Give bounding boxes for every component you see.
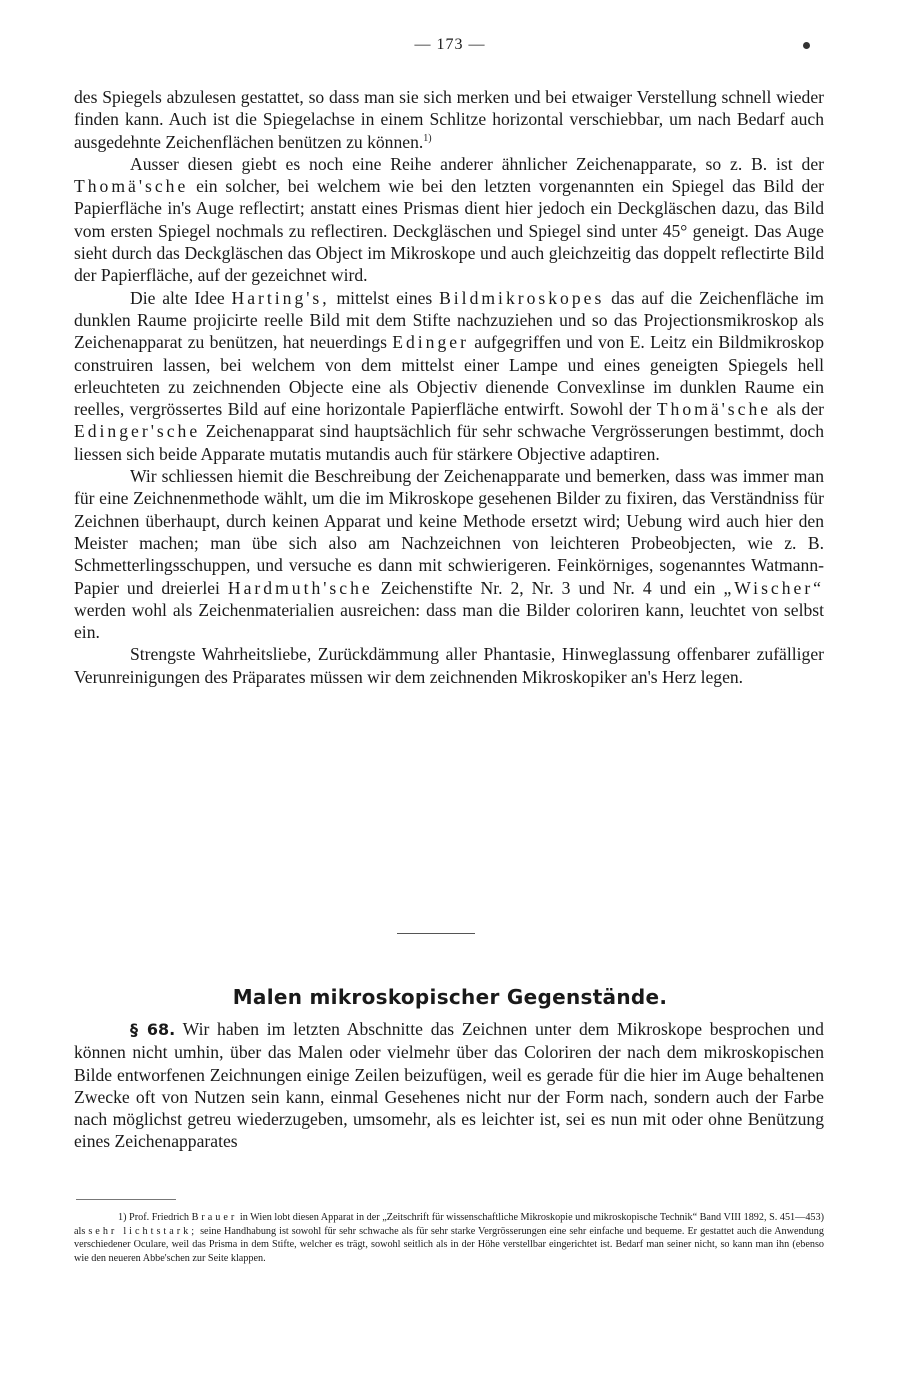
paragraph-3-text-e: als der xyxy=(771,399,824,420)
footnote-paragraph xyxy=(74,1211,824,1265)
paragraph-5 xyxy=(74,643,824,688)
paragraph-2-text-b: ein solcher, bei welchem wie bei den letzten vorgenannten ein Spiegel das Bild der Papierfläche in's Auge reflectirt; anstatt eines Prismas dient hier jedoch ein Deckgläschen dazu, das Bild vom ersten Spiegel nochmals zu reflectiren. Deckgläschen und Spiegel sind unter 45° geneigt. Das Auge sieht durch das Deckgläschen das Object im Mikroskope und auch gleichzeitig das doppelt reflectirte Bild der Papierfläche, auf der gezeichnet wird. xyxy=(74,176,824,286)
term-lichtstark: sehr lichtstark; xyxy=(88,1225,198,1237)
paragraph-2-text-a: Ausser diesen giebt es noch eine Reihe anderer ähnlicher Zeichenapparate, so z. B. ist der xyxy=(130,153,824,174)
name-thomae-2: Thomä'sche xyxy=(656,399,772,420)
paragraph-5-text: Strengste Wahrheitsliebe, Zurückdämmung aller Phantasie, Hinweglassung offenbarer zufälliger Verunreinigungen des Präparates müssen wir dem zeichnenden Mikroskopiker an's Herz legen. xyxy=(74,644,824,687)
paragraph-4-text-c: werden wohl als Zeichenmaterialien ausreichen: dass man die Bilder coloriren kann, leuchtet von selbst ein. xyxy=(74,599,824,643)
page-number: — 173 — xyxy=(414,36,486,53)
name-brauer: Brauer xyxy=(191,1212,238,1223)
paragraph-sign: § 68. xyxy=(130,1020,176,1039)
section-divider xyxy=(397,933,475,934)
paragraph-2 xyxy=(74,153,824,287)
paragraph-3-text-c: das auf die Zeichenfläche im dunklen Raume projicirte reelle Bild mit dem Stifte nachzuziehen und so das Projectionsmikroskop als Zeichenapparat zu benützen, hat neuerdings xyxy=(74,287,824,353)
paragraph-1-text: des Spiegels abzulesen gestattet, so dass man sie sich merken und bei etwaiger Verstellung schnell wieder finden kann. Auch ist die Spiegelachse in einem Schlitze horizontal verschiebbar, um nach Bedarf auch ausgedehnte Zeichenflächen benützen zu können. xyxy=(74,87,824,152)
name-thomae: Thomä'sche xyxy=(74,176,189,197)
term-wischer: „Wischer“ xyxy=(723,577,824,598)
footnote-ref: 1) xyxy=(423,132,432,144)
section-text xyxy=(74,1018,824,1153)
paragraph-3-text-f: Zeichenapparat sind hauptsächlich für sehr schwache Vergrösserungen bestimmt, doch liessen sich beide Apparate mutatis mutandis auch für stärkere Objective adaptiren. xyxy=(74,421,824,464)
name-edinger-2: Edinger'sche xyxy=(74,421,201,442)
name-edinger: Edinger xyxy=(392,332,469,353)
paragraph-1 xyxy=(74,86,824,153)
footnote-text-a: 1) Prof. Friedrich xyxy=(118,1212,192,1223)
section-heading: Malen mikroskopischer Gegenstände. xyxy=(232,985,668,1009)
paragraph-3-text-a: Die alte Idee xyxy=(130,287,232,308)
body-text xyxy=(74,86,824,688)
name-harting: Harting's, xyxy=(231,287,330,308)
paragraph-4 xyxy=(74,465,824,643)
paragraph-4-text-b: Zeichenstifte Nr. 2, Nr. 3 und Nr. 4 und ein xyxy=(372,577,724,598)
footnote-text-c: seine Handhabung ist sowohl für sehr schwache als für sehr starke Vergrösserungen eine sehr einfache und bequeme. Er gestattet auch die Anwendung verschiedener Oculare, weil das Prisma in dem Stifte, welcher es trägt, sowohl seitlich als in der Höhe verstellbar eingerichtet ist. Bedarf man seiner nicht, so kann man ihn (ebenso wie den neueren Abbe'schen zur Seite klappen. xyxy=(74,1225,824,1264)
paragraph-4-text-a: Wir schliessen hiemit die Beschreibung der Zeichenapparate und bemerken, dass was immer man für eine Zeichnenmethode wählt, um die im Mikroskope gesehenen Bilder zu fixiren, das Verständniss für Zeichnen überhaupt, durch keinen Apparat und keine Methode ersetzt wird; Uebung wird auch hier den Meister machen; man übe sich also am Nachzeichnen von leichteren Probeobjecten, wie z. B. Schmetterlingsschuppen, und versuche es dann mit schwierigeren. Feinkörniges, sogenanntes Watmann-Papier und dreierlei xyxy=(74,466,824,598)
footnote xyxy=(74,1211,824,1265)
section-paragraph-text: Wir haben im letzten Abschnitte das Zeichnen unter dem Mikroskope besprochen und können nicht umhin, über das Malen oder vielmehr über das Coloriren der nach dem mikroskopischen Bilde entworfenen Zeichnungen einige Zeilen beizufügen, weil es gerade für die hier im Auge behaltenen Zwecke oft von Nutzen sein kann, einmal Gesehenes nicht nur der Form nach, sondern auch der Farbe nach möglichst getreu wiederzugeben, umsomehr, als es leichter ist, sei es nun mit oder ohne Benützung eines Zeichenapparates xyxy=(74,1019,824,1152)
paragraph-3-text-b: mittelst eines xyxy=(329,287,440,308)
footnote-rule xyxy=(76,1199,176,1200)
term-bildmikroskop: Bildmikroskopes xyxy=(439,287,605,308)
name-hardmuth: Hardmuth'sche xyxy=(227,577,373,598)
section-paragraph xyxy=(74,1018,824,1153)
ink-spot xyxy=(803,42,810,49)
paragraph-3-text-d: aufgegriffen und von E. Leitz ein Bildmikroskop construiren lassen, bei welchem von dem mittelst einer Lampe und eines geneigten Spiegels hell erleuchteten zu zeichnenden Objecte eine als Objectiv dienende Convexlinse im dunklen Raume ein reelles, vergrössertes Bild auf eine horizontale Papierfläche entwirft. Sowohl der xyxy=(74,332,824,420)
paragraph-3 xyxy=(74,287,824,465)
footnote-text-b: in Wien lobt diesen Apparat in der „Zeitschrift für wissenschaftliche Mikroskopie und mikroskopische Technik“ Band VIII 1892, S. 451—453) als xyxy=(74,1212,824,1237)
